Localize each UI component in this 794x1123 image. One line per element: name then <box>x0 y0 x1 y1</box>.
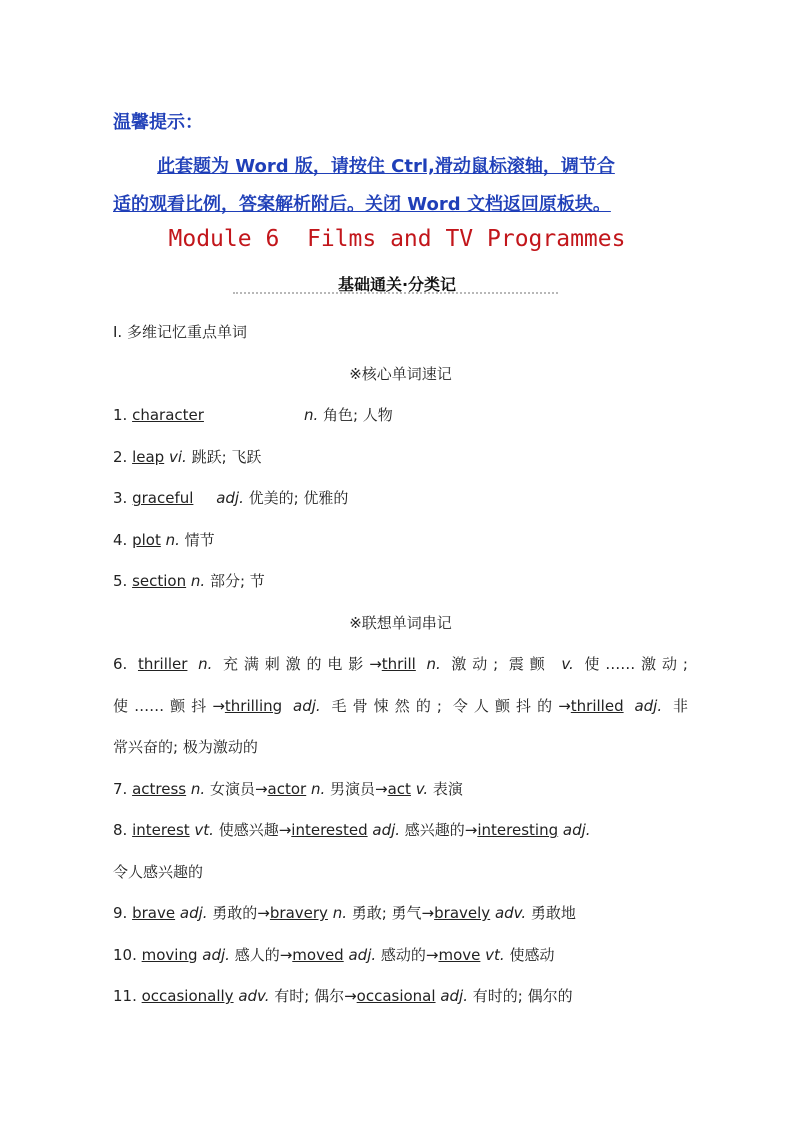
answer-word: actress <box>132 779 187 798</box>
answer-word: interested <box>291 821 368 839</box>
assoc-item-8-line-2: 令人感兴趣的 <box>113 862 204 881</box>
core-item-5: 5. section n. 部分; 节 <box>113 572 265 590</box>
assoc-item-6-line-3: 常兴奋的; 极为激动的 <box>113 738 258 756</box>
answer-word: section <box>132 572 187 590</box>
answer-word: moving <box>141 945 198 964</box>
core-item-2: 2. leap vi. 跳跃; 飞跃 <box>113 447 262 466</box>
core-item-1: 1. character n. 角色; 人物 <box>113 406 393 424</box>
core-item-4: 4. plot n. 情节 <box>113 530 215 549</box>
answer-word: plot <box>132 530 161 549</box>
answer-word: thrilling <box>224 696 283 715</box>
assoc-item-11: 11. occasionally adv. 有时; 偶尔→occasional adj. 有时的; 偶尔的 <box>113 987 573 1005</box>
answer-word: thrill <box>381 655 416 673</box>
answer-word: interest <box>132 821 190 839</box>
tip-text <box>113 148 698 224</box>
answer-word: brave <box>132 904 176 922</box>
core-heading: ※核心单词速记 <box>349 364 452 383</box>
answer-word: bravely <box>434 904 491 922</box>
tip-line-2: 适的观看比例，答案解析附后。关闭 Word 文档返回原板块。 <box>113 194 611 215</box>
module-title: Module 6 Films and TV Programmes <box>168 226 626 252</box>
assoc-item-6-line-2: 使……颤抖→thrilling adj. 毛骨悚然的; 令人颤抖的→thrilled adj. 非 <box>113 696 688 715</box>
vocab-content <box>113 312 688 1018</box>
assoc-item-9: 9. brave adj. 勇敢的→bravery n. 勇敢; 勇气→bravely adv. 勇敢地 <box>113 904 576 922</box>
assoc-item-6-line-1: 6. thriller n. 充满刺激的电影→thrill n. 激动; 震颤 v. 使……激动; <box>113 655 688 673</box>
tip-line-1: 此套题为 Word 版，请按住 Ctrl,滑动鼠标滚轴，调节合 <box>157 156 615 177</box>
assoc-heading: ※联想单词串记 <box>349 613 452 632</box>
answer-word: occasionally <box>141 987 234 1005</box>
answer-word: act <box>387 779 411 798</box>
tip-heading: 温馨提示： <box>113 112 203 133</box>
section-title: 基础通关·分类记 <box>337 275 457 294</box>
answer-word: thrilled <box>570 696 624 715</box>
answer-word: move <box>438 945 481 964</box>
dotted-divider <box>233 292 558 294</box>
assoc-item-8-line-1: 8. interest vt. 使感兴趣→interested adj. 感兴趣的→interesting adj. <box>113 821 591 839</box>
answer-word: thriller <box>137 655 188 673</box>
answer-word: interesting <box>477 821 559 839</box>
part1-heading: Ⅰ. 多维记忆重点单词 <box>113 323 247 341</box>
answer-word: bravery <box>269 904 328 922</box>
assoc-item-10: 10. moving adj. 感人的→moved adj. 感动的→move vt. 使感动 <box>113 945 555 964</box>
answer-word: occasional <box>356 987 436 1005</box>
assoc-item-7: 7. actress n. 女演员→actor n. 男演员→act v. 表演 <box>113 779 463 798</box>
answer-word: character <box>132 406 204 424</box>
core-item-3: 3. graceful adj. 优美的; 优雅的 <box>113 489 349 507</box>
answer-word: moved <box>292 945 344 964</box>
answer-word: graceful <box>132 489 194 507</box>
answer-word: leap <box>132 447 165 466</box>
answer-word: actor <box>267 779 307 798</box>
